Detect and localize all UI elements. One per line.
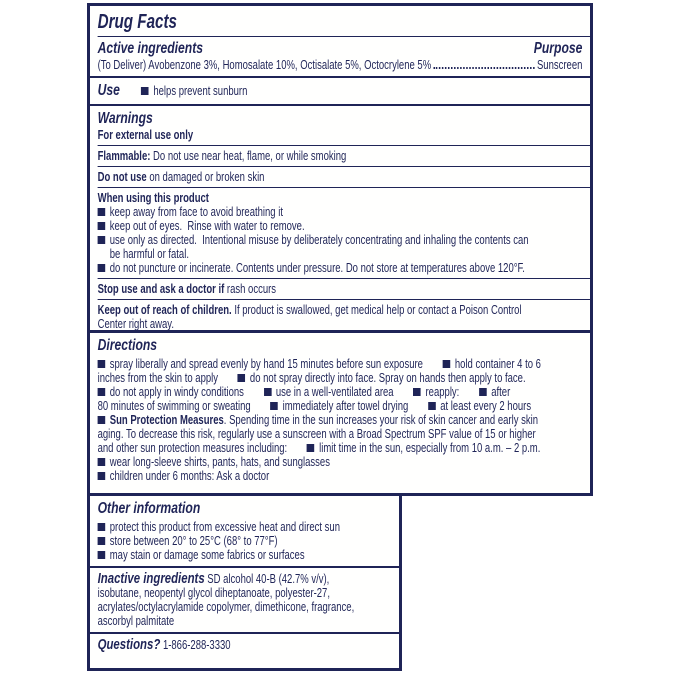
text-line bbox=[98, 282, 583, 296]
drug-facts-label bbox=[87, 3, 593, 671]
other-information-items bbox=[98, 520, 392, 562]
divider bbox=[90, 632, 399, 634]
text-line bbox=[98, 317, 583, 331]
text-line bbox=[98, 441, 583, 455]
divider bbox=[98, 187, 590, 188]
drug-facts-main-panel bbox=[87, 3, 593, 333]
bullet-square-icon bbox=[98, 208, 106, 216]
text-segment: . Spending time in the sun increases your risk of skin cancer and early skin bbox=[223, 413, 538, 427]
text-segment: 1-866-288-3330 bbox=[160, 638, 231, 652]
text-segment: Do not use near heat, flame, or while smoking bbox=[150, 149, 347, 163]
divider bbox=[98, 166, 590, 167]
purpose-heading: Purpose bbox=[533, 40, 583, 57]
text-segment: helps prevent sunburn bbox=[153, 84, 248, 98]
text-segment: Inactive ingredients bbox=[97, 570, 205, 587]
text-line bbox=[98, 572, 392, 586]
text-segment: at least every 2 hours bbox=[440, 399, 532, 413]
bullet-square-icon bbox=[98, 458, 106, 466]
bullet-square-icon bbox=[98, 222, 106, 230]
when-using-heading: When using this product bbox=[97, 191, 209, 205]
text-segment: may stain or damage some fabrics or surfaces bbox=[109, 548, 305, 562]
bullet-square-icon bbox=[141, 87, 149, 95]
warnings-section bbox=[98, 110, 583, 331]
text-segment: spray liberally and spread evenly by hand 15 minutes before sun exposure bbox=[109, 357, 423, 371]
directions-heading: Directions bbox=[97, 337, 158, 354]
text-segment: isobutane, neopentyl glycol diheptanoate, polyester-27, bbox=[97, 586, 330, 600]
inactive-ingredients-text bbox=[98, 572, 392, 628]
bullet-square-icon bbox=[98, 523, 106, 531]
text-line bbox=[98, 219, 583, 233]
secondary-panel bbox=[87, 493, 402, 671]
directions-panel bbox=[87, 330, 593, 496]
keep-out-of-reach-text bbox=[98, 303, 583, 331]
text-line bbox=[98, 600, 392, 614]
text-segment: If product is swallowed, get medical help or contact a Poison Control bbox=[231, 303, 522, 317]
divider bbox=[90, 104, 590, 106]
text-segment: Questions? bbox=[97, 636, 161, 653]
text-line bbox=[98, 614, 392, 628]
text-segment: keep out of eyes. Rinse with water to remove. bbox=[109, 219, 305, 233]
text-segment: immediately after towel drying bbox=[282, 399, 409, 413]
dotted-leader bbox=[433, 67, 534, 69]
text-segment: use in a well-ventilated area bbox=[275, 385, 394, 399]
text-segment: do not puncture or incinerate. Contents under pressure. Do not store at temperatures above 120°F. bbox=[109, 261, 525, 275]
do-not-use-text bbox=[98, 170, 583, 184]
text-line bbox=[98, 586, 392, 600]
use-row bbox=[98, 82, 583, 100]
text-segment: and other sun protection measures including: bbox=[97, 441, 288, 455]
text-line bbox=[98, 413, 583, 427]
drug-facts-title: Drug Facts bbox=[97, 11, 177, 33]
use-heading: Use bbox=[97, 82, 120, 99]
bullet-square-icon bbox=[443, 360, 451, 368]
directions-text bbox=[98, 357, 583, 483]
text-line bbox=[98, 548, 392, 562]
text-segment: reapply: bbox=[425, 385, 460, 399]
text-segment: Stop use and ask a doctor if bbox=[97, 282, 225, 296]
text-segment: wear long-sleeve shirts, pants, hats, and sunglasses bbox=[109, 455, 330, 469]
text-line bbox=[98, 149, 583, 163]
bullet-square-icon bbox=[479, 388, 487, 396]
text-line bbox=[98, 261, 583, 275]
text-segment: acrylates/octylacrylamide copolymer, dimethicone, fragrance, bbox=[97, 600, 355, 614]
divider bbox=[90, 76, 590, 78]
text-segment: keep away from face to avoid breathing it bbox=[109, 205, 283, 219]
text-line bbox=[98, 205, 583, 219]
active-ingredients-list: (To Deliver) Avobenzone 3%, Homosalate 10%, Octisalate 5%, Octocrylene 5% bbox=[97, 58, 432, 72]
bullet-square-icon bbox=[238, 374, 246, 382]
text-line bbox=[98, 303, 583, 317]
text-segment: SD alcohol 40-B (42.7% v/v), bbox=[204, 572, 330, 586]
flammable-text bbox=[98, 149, 583, 163]
warnings-heading: Warnings bbox=[97, 110, 153, 127]
text-line bbox=[98, 638, 392, 652]
active-ingredients-heading: Active ingredients bbox=[97, 40, 204, 57]
text-line bbox=[98, 534, 392, 548]
divider bbox=[98, 36, 590, 37]
divider bbox=[90, 566, 399, 568]
text-segment: protect this product from excessive heat and direct sun bbox=[109, 520, 340, 534]
text-segment: Sun Protection Measures bbox=[109, 413, 224, 427]
text-segment: children under 6 months: Ask a doctor bbox=[109, 469, 270, 483]
text-segment: Center right away. bbox=[97, 317, 174, 331]
bullet-square-icon bbox=[98, 388, 106, 396]
bullet-square-icon bbox=[98, 472, 106, 480]
secondary-panel-content bbox=[90, 496, 399, 654]
text-line bbox=[98, 399, 583, 413]
text-segment: ascorbyl palmitate bbox=[97, 614, 175, 628]
use-items bbox=[141, 84, 247, 98]
divider bbox=[98, 299, 590, 300]
divider bbox=[98, 145, 590, 146]
main-panel-content bbox=[90, 6, 590, 333]
stop-use-text bbox=[98, 282, 583, 296]
text-line bbox=[98, 427, 583, 441]
text-line bbox=[98, 371, 583, 385]
bullet-square-icon bbox=[98, 551, 106, 559]
text-line bbox=[98, 170, 583, 184]
bullet-square-icon bbox=[270, 402, 278, 410]
text-segment: Flammable: bbox=[97, 149, 151, 163]
text-segment: limit time in the sun, especially from 10 a.m. – 2 p.m. bbox=[319, 441, 541, 455]
text-segment: store between 20° to 25°C (68° to 77°F) bbox=[109, 534, 278, 548]
text-segment: do not spray directly into face. Spray on hands then apply to face. bbox=[249, 371, 526, 385]
text-segment: after bbox=[491, 385, 511, 399]
text-segment: on damaged or broken skin bbox=[146, 170, 265, 184]
text-line bbox=[98, 385, 583, 399]
text-segment: do not apply in windy conditions bbox=[109, 385, 244, 399]
text-segment: aging. To decrease this risk, regularly use a sunscreen with a Broad Spectrum SPF value of 15 or higher bbox=[97, 427, 536, 441]
bullet-square-icon bbox=[413, 388, 421, 396]
bullet-square-icon bbox=[98, 360, 106, 368]
other-information-heading: Other information bbox=[97, 500, 201, 517]
text-segment: Keep out of reach of children. bbox=[97, 303, 232, 317]
active-ingredients-row bbox=[98, 58, 583, 72]
text-line bbox=[98, 233, 583, 247]
questions-row bbox=[98, 638, 392, 652]
bullet-square-icon bbox=[307, 444, 315, 452]
bullet-square-icon bbox=[98, 264, 106, 272]
text-line bbox=[98, 455, 583, 469]
bullet-square-icon bbox=[98, 416, 106, 424]
bullet-square-icon bbox=[98, 236, 106, 244]
text-segment: use only as directed. Intentional misuse by deliberately concentrating and inhaling the contents can bbox=[109, 233, 529, 247]
text-segment: rash occurs bbox=[224, 282, 277, 296]
text-line bbox=[98, 520, 392, 534]
divider bbox=[98, 278, 590, 279]
for-external-use-text: For external use only bbox=[97, 128, 194, 142]
active-ingredients-header-row bbox=[98, 40, 583, 58]
text-line bbox=[98, 247, 583, 261]
purpose-value: Sunscreen bbox=[536, 58, 583, 72]
text-segment: hold container 4 to 6 bbox=[454, 357, 541, 371]
text-segment: be harmful or fatal. bbox=[109, 247, 189, 261]
text-line bbox=[141, 84, 247, 98]
when-using-items bbox=[98, 205, 583, 275]
text-segment: inches from the skin to apply bbox=[97, 371, 219, 385]
text-line bbox=[98, 469, 583, 483]
bullet-square-icon bbox=[98, 537, 106, 545]
text-segment: Do not use bbox=[97, 170, 147, 184]
bullet-square-icon bbox=[264, 388, 272, 396]
text-line bbox=[98, 357, 583, 371]
text-segment: 80 minutes of swimming or sweating bbox=[97, 399, 251, 413]
directions-content bbox=[90, 333, 590, 485]
bullet-square-icon bbox=[428, 402, 436, 410]
